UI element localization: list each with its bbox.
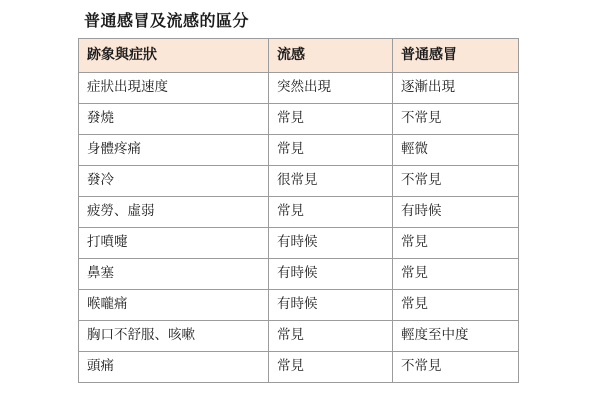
- cell-flu: 常見: [269, 352, 393, 383]
- cell-symptom: 打噴嚏: [79, 228, 269, 259]
- table-row: [79, 228, 519, 259]
- cell-cold: 不常見: [393, 166, 519, 197]
- table-row: [79, 290, 519, 321]
- column-header-flu: 流感: [269, 39, 393, 73]
- table-row: [79, 197, 519, 228]
- cell-flu: 有時候: [269, 290, 393, 321]
- table-header: [79, 39, 519, 73]
- comparison-table-container: [78, 38, 518, 383]
- cell-flu: 很常見: [269, 166, 393, 197]
- cell-flu: 常見: [269, 104, 393, 135]
- table-row: [79, 166, 519, 197]
- column-header-symptom: 跡象與症狀: [79, 39, 269, 73]
- cell-symptom: 身體疼痛: [79, 135, 269, 166]
- cell-symptom: 胸口不舒服、咳嗽: [79, 321, 269, 352]
- table-row: [79, 259, 519, 290]
- cell-cold: 有時候: [393, 197, 519, 228]
- cell-symptom: 發燒: [79, 104, 269, 135]
- cell-cold: 不常見: [393, 104, 519, 135]
- table-body: [79, 73, 519, 383]
- cell-cold: 不常見: [393, 352, 519, 383]
- cell-flu: 常見: [269, 321, 393, 352]
- table-row: [79, 104, 519, 135]
- cell-flu: 常見: [269, 197, 393, 228]
- cell-symptom: 症狀出現速度: [79, 73, 269, 104]
- table-row: [79, 352, 519, 383]
- cell-symptom: 鼻塞: [79, 259, 269, 290]
- cell-symptom: 喉嚨痛: [79, 290, 269, 321]
- cell-flu: 常見: [269, 135, 393, 166]
- cell-cold: 常見: [393, 228, 519, 259]
- cell-flu: 有時候: [269, 228, 393, 259]
- cell-flu: 有時候: [269, 259, 393, 290]
- comparison-table: [78, 38, 519, 383]
- cell-cold: 輕微: [393, 135, 519, 166]
- cell-cold: 常見: [393, 259, 519, 290]
- cell-cold: 常見: [393, 290, 519, 321]
- cell-symptom: 發冷: [79, 166, 269, 197]
- table-row: [79, 321, 519, 352]
- cell-symptom: 頭痛: [79, 352, 269, 383]
- cell-symptom: 疲勞、虛弱: [79, 197, 269, 228]
- page-title: 普通感冒及流感的區分: [84, 11, 250, 30]
- column-header-cold: 普通感冒: [393, 39, 519, 73]
- cell-cold: 輕度至中度: [393, 321, 519, 352]
- cell-cold: 逐漸出現: [393, 73, 519, 104]
- table-header-row: [79, 39, 519, 73]
- table-row: [79, 135, 519, 166]
- table-row: [79, 73, 519, 104]
- cell-flu: 突然出現: [269, 73, 393, 104]
